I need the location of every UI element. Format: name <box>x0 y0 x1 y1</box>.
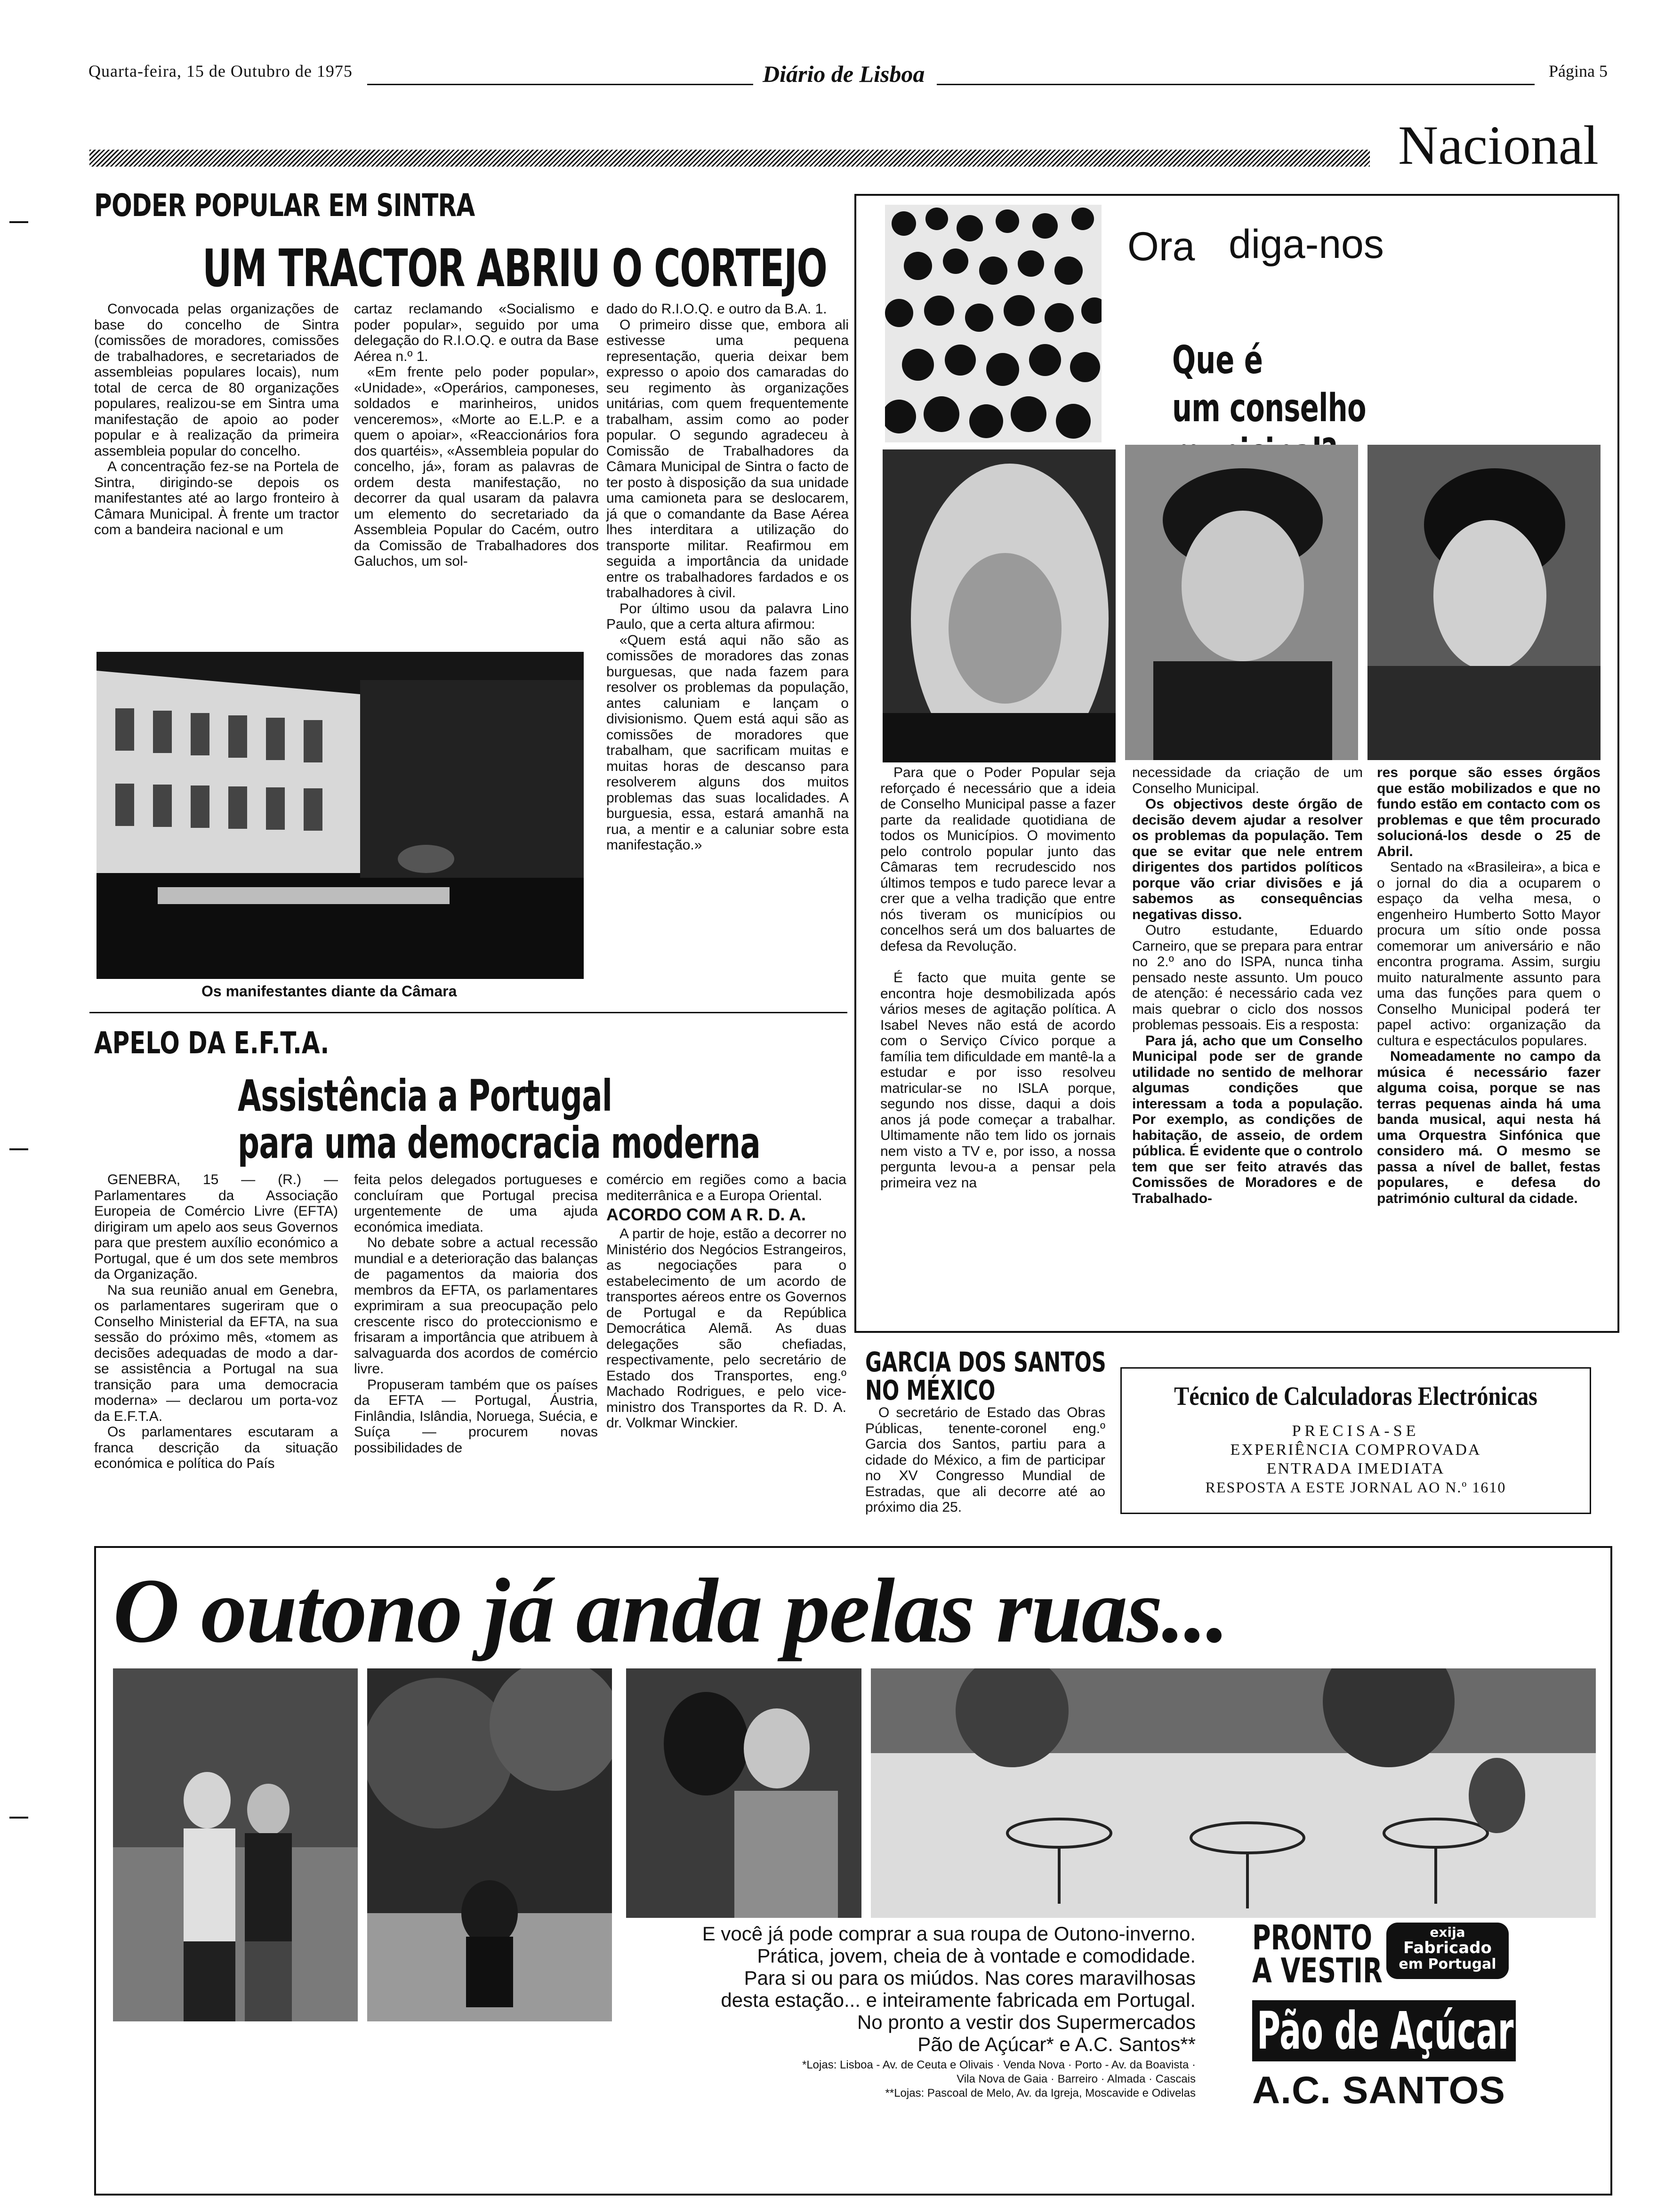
pao-de-acucar-logo-text: Pão de Açúcar <box>1257 2001 1514 2061</box>
interview-paragraph: necessidade da criação de um Conselho Municipal. <box>1132 765 1363 796</box>
garcia-body <box>865 1405 1105 1515</box>
classified-line4: RESPOSTA A ESTE JORNAL AO N.º 1610 <box>1205 1479 1506 1496</box>
article1-column-1 <box>94 301 339 538</box>
article1-paragraph: cartaz reclamando «Socialismo e poder popular», seguido por uma delegação do R.I.O.Q. e outra da Base Aérea n.º 1. <box>354 301 599 364</box>
issue-date: Quarta-feira, 15 de Outubro de 1975 <box>88 62 353 80</box>
article1-paragraph: Por último usou da palavra Lino Paulo, que a certa altura afirmou: <box>606 601 849 632</box>
advert-photo-man <box>626 1668 861 1918</box>
margin-mark <box>9 1148 28 1150</box>
demonstration-photo <box>97 652 584 979</box>
article1-paragraph: Convocada pelas organizações de base do concelho de Sintra (comissões de moradores, comissões de trabalhadores, e secretariados de assembleias populares locais), num total de cerca de 80 organizações populares, realizou-se em Sintra uma manifestação de apoio ao poder popular e à realização da primeira assembleia popular do concelho. <box>94 301 339 459</box>
interviewee-photo-man-1 <box>1125 445 1358 760</box>
interview-paragraph: Nomeadamente no campo da música é necessário fazer alguma coisa, porque se nas terras pequenas ainda há uma banda musical, aqui nesta há uma Orquestra Sinfónica que considero má. O mesmo se passa a nível de ballet, festas populares, e defesa do património cultural da cidade. <box>1377 1049 1601 1206</box>
classified-title: Técnico de Calculadoras Electrónicas <box>1174 1382 1537 1411</box>
advert-copy-line: Prática, jovem, cheia de à vontade e comodidade. <box>757 1945 1196 1967</box>
advert-photo-cafe <box>871 1668 1596 1918</box>
pao-de-acucar-logo <box>1252 2000 1516 2061</box>
advert-copy-line: Pão de Açúcar* e A.C. Santos** <box>917 2033 1196 2055</box>
pronto-label-line2: A VESTIR <box>1252 1951 1383 1990</box>
crowd-photo-art <box>885 205 1102 442</box>
classified-line1: PRECISA-SE <box>1292 1422 1420 1440</box>
advert-stores-line: *Lojas: Lisboa - Av. de Ceuta e Olivais · Venda Nova · Porto - Av. da Boavista · <box>802 2059 1196 2071</box>
advert-copy-line: E você já pode comprar a sua roupa de Outono-inverno. <box>702 1923 1196 1945</box>
demonstration-photo-art <box>97 652 584 979</box>
interview-title-diga-nos: diga-nos <box>1229 222 1384 267</box>
advert-copy-line: Para si ou para os miúdos. Nas cores maravilhosas <box>744 1967 1196 1989</box>
article2-paragraph: Na sua reunião anual em Genebra, os parlamentares sugeriram que o Conselho Ministerial da EFTA, na sua sessão do próximo mês, «tomem as decisões adequadas de modo a dar-se assistência a Portugal na sua transição para uma democracia moderna» — declarou um porta-voz da E.F.T.A. <box>94 1282 338 1424</box>
interview-column-3 <box>1377 765 1601 1206</box>
interview-column-1 <box>880 765 1116 1191</box>
margin-mark <box>9 1817 28 1819</box>
interview-title-ora: Ora <box>1127 224 1195 269</box>
interviewee-photo-man-2 <box>1367 445 1601 760</box>
interviewee-photo-woman <box>883 449 1116 762</box>
article1-bottom-rule <box>89 1012 847 1013</box>
article2-paragraph: A partir de hoje, estão a decorrer no Ministério dos Negócios Estrangeiros, as negociações para o estabelecimento de um acordo de transportes aéreos entre os Governos de Portugal e da República Democrática Alemã. As duas delegações são chefiadas, respectivamente, pelo secretário de Estado dos Transportes, eng.º Machado Rodrigues, e pelo vice-ministro dos Transportes da R. D. A. dr. Volkmar Winckier. <box>606 1226 846 1431</box>
interview-paragraph: res porque são esses órgãos que estão mobilizados e que no fundo estão em contacto com os problemas e que têm procurado solucioná-los desde o 25 de Abril. <box>1377 765 1601 859</box>
article2-paragraph: comércio em regiões como a bacia mediterrânica e a Europa Oriental. <box>606 1172 846 1203</box>
advert-headline: O outono já anda pelas ruas... <box>113 1560 1228 1662</box>
advert-copy-line: No pronto a vestir dos Supermercados <box>857 2011 1196 2033</box>
section-title: Nacional <box>1398 114 1599 176</box>
classified-line3: ENTRADA IMEDIATA <box>1266 1460 1445 1477</box>
masthead-rule-left <box>367 84 753 85</box>
interview-paragraph: Sentado na «Brasileira», a bica e o jornal do dia a ocuparem o espaço da velha mesa, o engenheiro Humberto Sotto Mayor procura um sítio onde possa comemorar um aniversário e não encontra programa. Assim, surgiu muito naturalmente assunto para uma das funções para quem o Conselho Municipal poderá ter papel activo: organização da cultura e espectáculos populares. <box>1377 859 1601 1049</box>
article2-paragraph: Os parlamentares escutaram a franca descrição da situação económica e política do País <box>94 1424 338 1471</box>
article1-paragraph: A concentração fez-se na Portela de Sintra, dirigindo-se depois os manifestantes até ao largo fronteiro à Câmara Municipal. À frente um tractor com a bandeira nacional e um <box>94 459 339 537</box>
garcia-paragraph: O secretário de Estado das Obras Públicas, tenente-coronel eng.º Garcia dos Santos, partiu para a cidade do México, a fim de participar no XV Congresso Mundial de Estradas, que ali decorre até ao próximo dia 25. <box>865 1405 1105 1515</box>
article2-kicker: APELO DA E.F.T.A. <box>94 1026 330 1061</box>
garcia-headline-line1: GARCIA DOS SANTOS <box>865 1346 1106 1378</box>
interviewee-photo-woman-art <box>883 449 1116 762</box>
fabricado-badge-line: Fabricado <box>1403 1939 1492 1957</box>
interview-question-line2: um conselho <box>1172 386 1366 431</box>
article1-column-3 <box>606 301 849 853</box>
crowd-photo <box>885 205 1102 442</box>
interview-paragraph: Para que o Poder Popular seja reforçado é necessário que a ideia de Conselho Municipal passe a fazer parte da realidade quotidiana de todos os Municípios. O movimento pelo controlo popular junto das Câmaras tem recrudescido nos últimos tempos e tudo parece levar a crer que a velha tradição que entre nós tiveram os municípios ou concelhos será um dos baluartes de defesa da Revolução. <box>880 765 1116 954</box>
margin-mark <box>9 221 28 223</box>
pronto-label-line1: PRONTO <box>1252 1918 1372 1957</box>
article2-column-2 <box>354 1172 598 1456</box>
interview-paragraph: Os objectivos deste órgão de decisão devem ajudar a resolver os problemas da população. Tem que se evitar que nele entrem dirigentes dos partidos políticos porque vão criar divisões e já sabemos as consequências negativas disso. <box>1132 796 1363 922</box>
article2-headline-line1: Assistência a Portugal <box>238 1071 612 1121</box>
article1-headline: UM TRACTOR ABRIU O CORTEJO <box>202 238 827 298</box>
article2-paragraph: No debate sobre a actual recessão mundial e a deterioração das balanças de pagamentos da maioria dos membros da EFTA, os parlamentares exprimiram a sua preocupação pelo crescente risco do proteccionismo e frisaram a importância que atribuem à salvaguarda dos acordos de comércio livre. <box>354 1235 598 1377</box>
article1-kicker: PODER POPULAR EM SINTRA <box>94 187 475 224</box>
garcia-headline-line2: NO MÉXICO <box>865 1374 996 1406</box>
article2-headline-line2: para uma democracia moderna <box>238 1118 760 1168</box>
advert-copy-line: desta estação... e inteiramente fabricada em Portugal. <box>721 1989 1196 2011</box>
interview-column-2 <box>1132 765 1363 1206</box>
interviewee-photo-man-2-art <box>1367 445 1601 760</box>
article1-paragraph: dado do R.I.O.Q. e outro da B.A. 1. <box>606 301 827 317</box>
advert-stores-line: **Lojas: Pascoal de Melo, Av. da Igreja, Moscavide e Odivelas <box>885 2087 1196 2100</box>
advert-copy <box>645 1923 1196 2100</box>
article1-column-2 <box>354 301 599 569</box>
advert-stores-line: Vila Nova de Gaia · Barreiro · Almada · Cascais <box>957 2073 1196 2085</box>
demonstration-photo-caption: Os manifestantes diante da Câmara <box>201 983 457 1000</box>
interview-paragraph: É facto que muita gente se encontra hoje desmobilizada após vários meses de agitação política. A Isabel Neves não está de acordo com o Serviço Cívico porque a família tem dificuldade em mantê-la a estudar e por isso resolveu matricular-se no ISLA porque, segundo nos disse, daqui a dois anos já pode começar a trabalhar. Ultimamente não tem lido os jornais nem visto a TV e, por isso, a nossa pergunta levou-a a pensar pela primeira vez na <box>880 970 1116 1191</box>
article1-paragraph: «Quem está aqui não são as comissões de moradores das zonas burguesas, que nada fazem para resolver os problemas da população, antes caluniam e lançam o divisionismo. Quem está aqui são as comissões de moradores que trabalham, que sacrificam muitas e muitas horas de descanso para resolverem alguns dos muitos problemas das suas localidades. A burguesia, essa, estará amanhã na rua, a mentir e a caluniar sobre esta manifestação.» <box>606 632 849 853</box>
advert-photo-couple-art <box>113 1668 358 2021</box>
advert-photo-child-art <box>367 1668 612 2021</box>
advert-photo-man-art <box>626 1668 861 1918</box>
fabricado-badge <box>1386 1923 1509 1979</box>
advert-photo-couple <box>113 1668 358 2021</box>
ac-santos-logo: A.C. SANTOS <box>1252 2069 1505 2112</box>
advert-photo-child <box>367 1668 612 2021</box>
article1-paragraph: O primeiro disse que, embora ali estivesse uma pequena representação, queria deixar bem expresso o apoio dos camaradas do seu regimento às organizações unitárias, com quem frequentemente trabalham, assim como ao poder popular. O segundo agradeceu à Comissão de Trabalhadores da Câmara Municipal de Sintra o facto de ter posto à disposição da sua unidade uma camioneta para se deslocarem, já que o comandante da Base Aérea lhes interditara a utilização do transporte militar. Reafirmou em seguida a importância da unidade entre os trabalhadores fardados e os trabalhadores à civil. <box>606 317 849 601</box>
classified-line2: EXPERIÊNCIA COMPROVADA <box>1230 1441 1481 1459</box>
interviewee-photo-man-1-art <box>1125 445 1358 760</box>
article2-paragraph: Propuseram também que os países da EFTA — Portugal, Áustria, Finlândia, Islândia, Noruega, Suécia, e Suíça — procurem novas possibilidades de <box>354 1377 598 1456</box>
article2-column-3 <box>606 1172 846 1431</box>
fabricado-badge-line: em Portugal <box>1399 1956 1496 1972</box>
interview-paragraph: Outro estudante, Eduardo Carneiro, que se prepara para entrar no 2.º ano do ISPA, nunca tinha pensado neste assunto. Um pouco de atenção: é necessário cada vez mais quebrar o ciclo dos nossos problemas pessoais. Eis a resposta: <box>1132 922 1363 1033</box>
masthead-rule-right <box>937 84 1535 85</box>
advert-photo-cafe-art <box>871 1668 1596 1918</box>
article2-subhead: ACORDO COM A R. D. A. <box>606 1205 806 1224</box>
article1-paragraph: «Em frente pelo poder popular», «Unidade», «Operários, camponeses, soldados e marinheiros, unidos venceremos», «Morte ao E.L.P. e a quem o apoiar», «Reaccionários fora dos quartéis», «Assembleia popular do concelho, já», foram as palavras de ordem desta manifestação, no decorrer da qual usaram da palavra um elemento do secretariado da Assembleia Popular do Cacém, outro da Comissão de Trabalhadores dos Galuchos, um sol- <box>354 364 599 569</box>
interview-paragraph: Para já, acho que um Conselho Municipal pode ser de grande utilidade no sentido de melhorar algumas condições que interessam a toda a população. Por exemplo, as condições de habitação, de asseio, de ordem pública. É evidente que o controlo tem que ser feito através das Comissões de Moradores e de Trabalhado- <box>1132 1033 1363 1206</box>
page-number: Página 5 <box>1549 62 1608 80</box>
article2-column-1 <box>94 1172 338 1472</box>
newspaper-title: Diário de Lisboa <box>763 61 925 87</box>
article2-paragraph: feita pelos delegados portugueses e concluíram que Portugal precisa urgentemente de uma ajuda económica imediata. <box>354 1172 598 1235</box>
interview-question-line1: Que é <box>1172 338 1263 383</box>
fabricado-badge-line: exija <box>1430 1924 1465 1940</box>
article2-paragraph: GENEBRA, 15 — (R.) — Parlamentares da Associação Europeia de Comércio Livre (EFTA) dirigiram um apelo aos seus Governos para que prestem auxílio económico a Portugal, que é um dos sete membros da Organização. <box>94 1172 338 1282</box>
section-hatch-band <box>89 150 1370 167</box>
